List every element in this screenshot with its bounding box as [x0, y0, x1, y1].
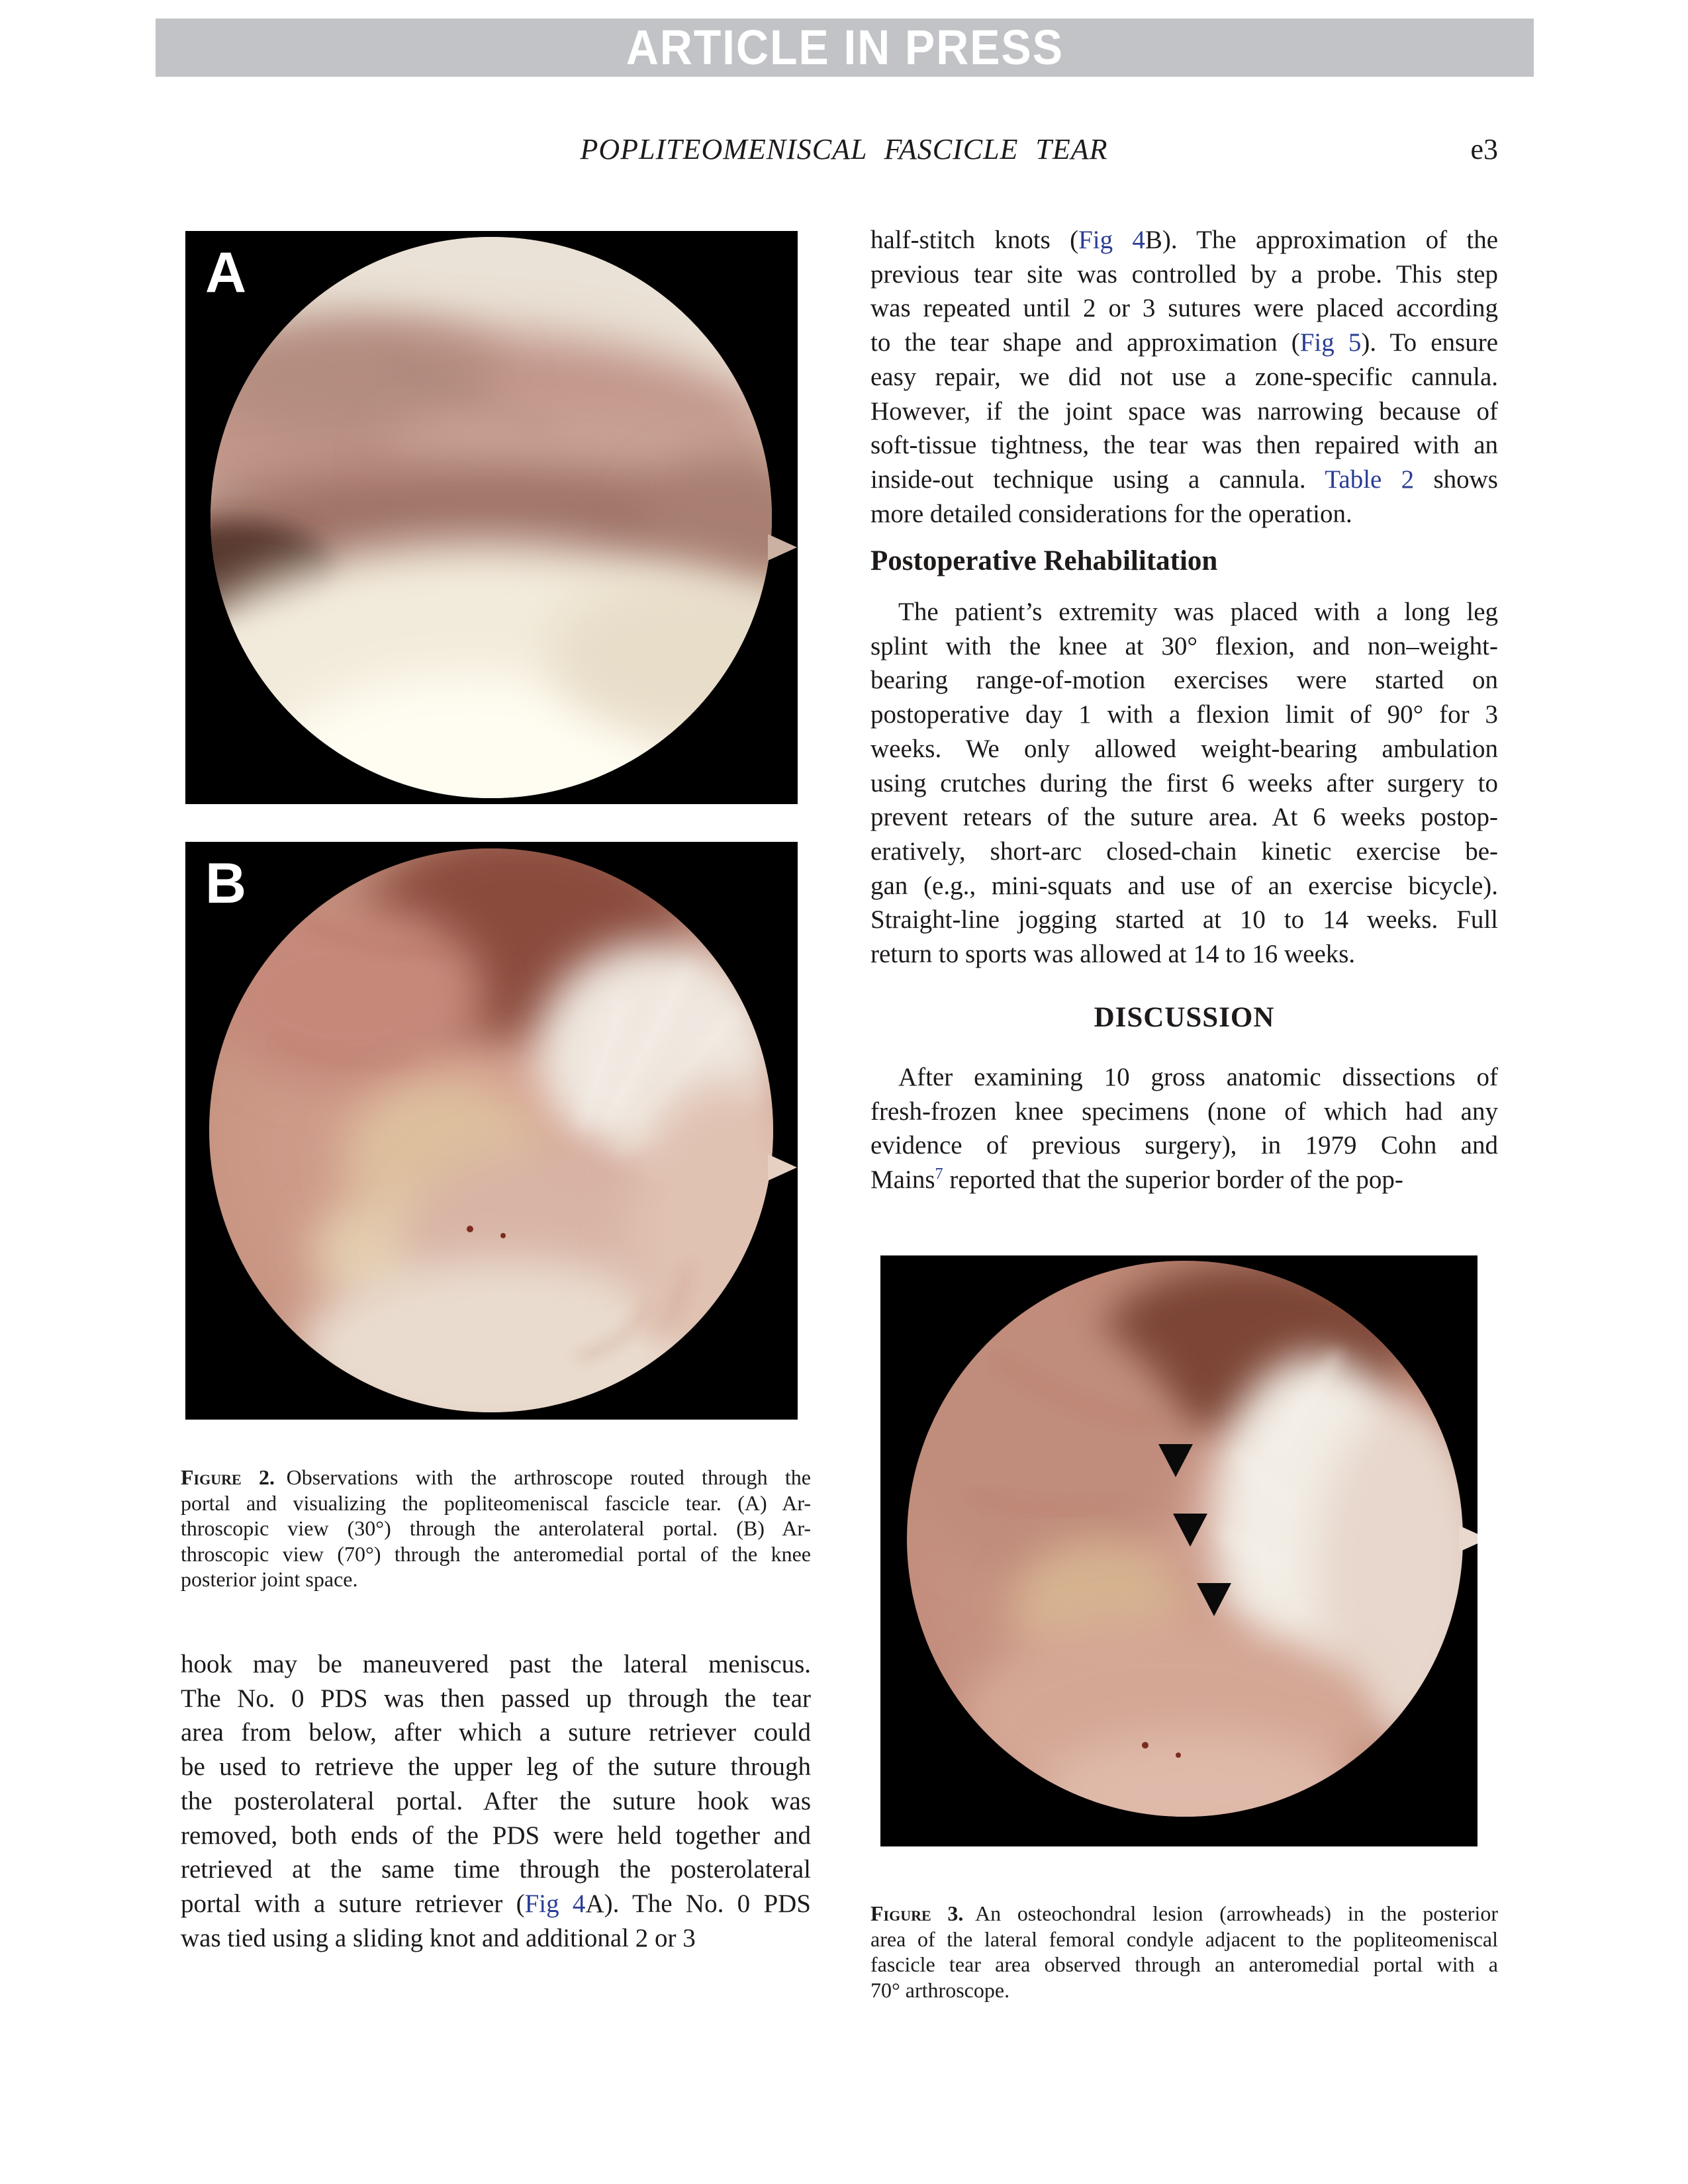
text-segment: weeks. We only allowed weight-bearing ambulation [870, 734, 1498, 763]
text-segment: ). To ensure [1361, 328, 1499, 357]
text-segment: the posterolateral portal. After the suture hook was [181, 1786, 811, 1815]
text-segment: previous tear site was controlled by a probe. This step [870, 259, 1498, 289]
text-segment: soft-tissue tightness, the tear was then repaired with an [870, 431, 1498, 460]
text-segment: throscopic view (70°) through the anteromedial portal of the knee [181, 1541, 811, 1566]
text-segment: area of the lateral femoral condyle adjacent to the popliteomeniscal [870, 1927, 1498, 1951]
text-segment: Mains [870, 1165, 935, 1195]
text-segment: removed, both ends of the PDS were held together and [181, 1821, 811, 1850]
cross-reference-link[interactable]: Fig 5 [1299, 328, 1362, 357]
text-line [181, 1750, 811, 1784]
panel-b-label: B [205, 852, 247, 915]
text-segment: splint with the knee at 30° flexion, and non–weight- [870, 631, 1498, 660]
text-line [870, 1952, 1498, 1978]
text-line [870, 1978, 1498, 2003]
text-segment: Figure 3. [870, 1901, 964, 1925]
text-segment: bearing range-of-motion exercises were started on [870, 666, 1498, 695]
text-segment: fresh-frozen knee specimens (none of which had any [870, 1097, 1498, 1126]
body-paragraph-2 [870, 595, 1498, 972]
arthroscopic-photo-2b [185, 842, 798, 1420]
figure2-caption [181, 1465, 811, 1592]
text-line [870, 903, 1498, 937]
text-segment: prevent retears of the suture area. At 6 weeks postop- [870, 803, 1498, 832]
figure3-caption [870, 1901, 1498, 2003]
cross-reference-link[interactable]: Fig 4 [524, 1889, 586, 1918]
text-segment: gan (e.g., mini-squats and use of an exercise bicycle). [870, 871, 1498, 900]
text-line [181, 1715, 811, 1750]
text-line [870, 1927, 1498, 1952]
text-line [181, 1852, 811, 1887]
text-line [181, 1887, 811, 1921]
text-line [870, 223, 1498, 257]
text-segment: was tied using a sliding knot and additional 2 or 3 [181, 1923, 696, 1952]
text-line [870, 1128, 1498, 1163]
text-segment: The No. 0 PDS was then passed up through the tear [181, 1684, 811, 1713]
text-segment: more detailed considerations for the operation. [870, 499, 1352, 528]
text-line [870, 835, 1498, 869]
text-segment: half-stitch knots ( [870, 226, 1079, 254]
text-line [870, 663, 1498, 698]
text-line [181, 1784, 811, 1819]
text-line [181, 1819, 811, 1853]
text-segment: evidence of previous surgery), in 1979 Cohn and [870, 1131, 1498, 1160]
text-line [870, 1095, 1498, 1129]
text-segment: Observations with the arthroscope routed through the [286, 1465, 812, 1489]
text-segment: was repeated until 2 or 3 sutures were placed according [870, 294, 1498, 323]
page-number: e3 [1470, 133, 1498, 165]
text-segment: to the tear shape and approximation ( [870, 328, 1300, 357]
arthroscopic-photo-3 [880, 1255, 1477, 1846]
text-line [870, 1163, 1498, 1197]
text-line [870, 732, 1498, 766]
text-line [870, 766, 1498, 801]
text-line [870, 463, 1498, 497]
body-paragraph-1 [870, 223, 1498, 531]
cross-reference-link[interactable]: Table 2 [1325, 465, 1415, 494]
text-line [870, 360, 1498, 394]
text-segment: Straight-line jogging started at 10 to 14 weeks. Full [870, 905, 1498, 934]
text-segment: inside-out technique using a cannula. [870, 465, 1325, 494]
text-segment: shows [1414, 465, 1498, 494]
section-heading-discussion: DISCUSSION [1094, 1002, 1275, 1033]
text-segment: reported that the superior border of the pop- [943, 1165, 1403, 1195]
text-segment: An osteochondral lesion (arrowheads) in the posterior [975, 1901, 1499, 1925]
text-line [870, 937, 1498, 972]
text-line [870, 698, 1498, 732]
text-segment: However, if the joint space was narrowing because of [870, 396, 1498, 426]
text-segment: The patient’s extremity was placed with a long leg [898, 598, 1498, 626]
text-line [870, 800, 1498, 835]
text-segment: throscopic view (30°) through the anterolateral portal. (B) Ar- [181, 1516, 811, 1540]
text-line [181, 1647, 811, 1682]
text-line [870, 1901, 1498, 1927]
text-line [181, 1490, 811, 1516]
text-segment: portal and visualizing the popliteomeniscal fascicle tear. (A) Ar- [181, 1490, 811, 1515]
text-line [870, 595, 1498, 629]
text-line [870, 428, 1498, 463]
text-line [870, 629, 1498, 664]
body-paragraph-left [181, 1647, 811, 1955]
text-line [181, 1682, 811, 1716]
text-line [870, 394, 1498, 429]
arthroscopic-photo-2a [185, 231, 798, 804]
text-segment: eratively, short-arc closed-chain kinetic exercise be- [870, 837, 1498, 866]
article-in-press-banner [156, 19, 1534, 77]
text-segment: B). The approximation of the [1145, 226, 1499, 254]
text-line [181, 1567, 811, 1592]
running-title: POPLITEOMENISCAL FASCICLE TEAR [580, 133, 1108, 165]
text-segment: fascicle tear area observed through an anteromedial portal with a [870, 1952, 1498, 1976]
text-segment: area from below, after which a suture retriever could [181, 1718, 811, 1747]
cross-reference-link[interactable]: Fig 4 [1078, 226, 1145, 254]
text-line [870, 257, 1498, 292]
text-segment: Figure 2. [181, 1465, 275, 1489]
text-segment: postoperative day 1 with a flexion limit of 90° for 3 [870, 700, 1498, 729]
cross-reference-link[interactable]: 7 [935, 1165, 943, 1183]
text-segment: After examining 10 gross anatomic dissections of [898, 1063, 1498, 1091]
text-segment: A). The No. 0 PDS [585, 1889, 812, 1918]
text-segment: 70° arthroscope. [870, 1978, 1010, 2002]
text-line [870, 326, 1498, 360]
text-segment: posterior joint space. [181, 1567, 358, 1591]
text-line [870, 1060, 1498, 1095]
text-segment: using crutches during the first 6 weeks after surgery to [870, 768, 1498, 797]
figure-2b-panel [185, 842, 798, 1420]
text-segment: be used to retrieve the upper leg of the suture through [181, 1752, 811, 1782]
text-line [870, 497, 1498, 531]
text-segment: return to sports was allowed at 14 to 16 weeks. [870, 940, 1356, 969]
text-line [870, 869, 1498, 903]
text-line [181, 1921, 811, 1956]
figure-3-panel [880, 1255, 1477, 1846]
banner-label: ARTICLE IN PRESS [626, 20, 1064, 75]
text-segment: hook may be maneuvered past the lateral meniscus. [181, 1650, 811, 1678]
panel-a-label: A [205, 241, 247, 304]
section-heading-postoperative: Postoperative Rehabilitation [870, 545, 1218, 576]
body-paragraph-3 [870, 1060, 1498, 1197]
text-line [181, 1541, 811, 1567]
text-line [181, 1516, 811, 1541]
text-segment: easy repair, we did not use a zone-specific cannula. [870, 362, 1498, 391]
text-line [870, 291, 1498, 326]
text-line [181, 1465, 811, 1490]
text-segment: portal with a suture retriever ( [181, 1889, 525, 1918]
text-segment: retrieved at the same time through the posterolateral [181, 1855, 811, 1884]
figure-2a-panel [185, 231, 798, 804]
